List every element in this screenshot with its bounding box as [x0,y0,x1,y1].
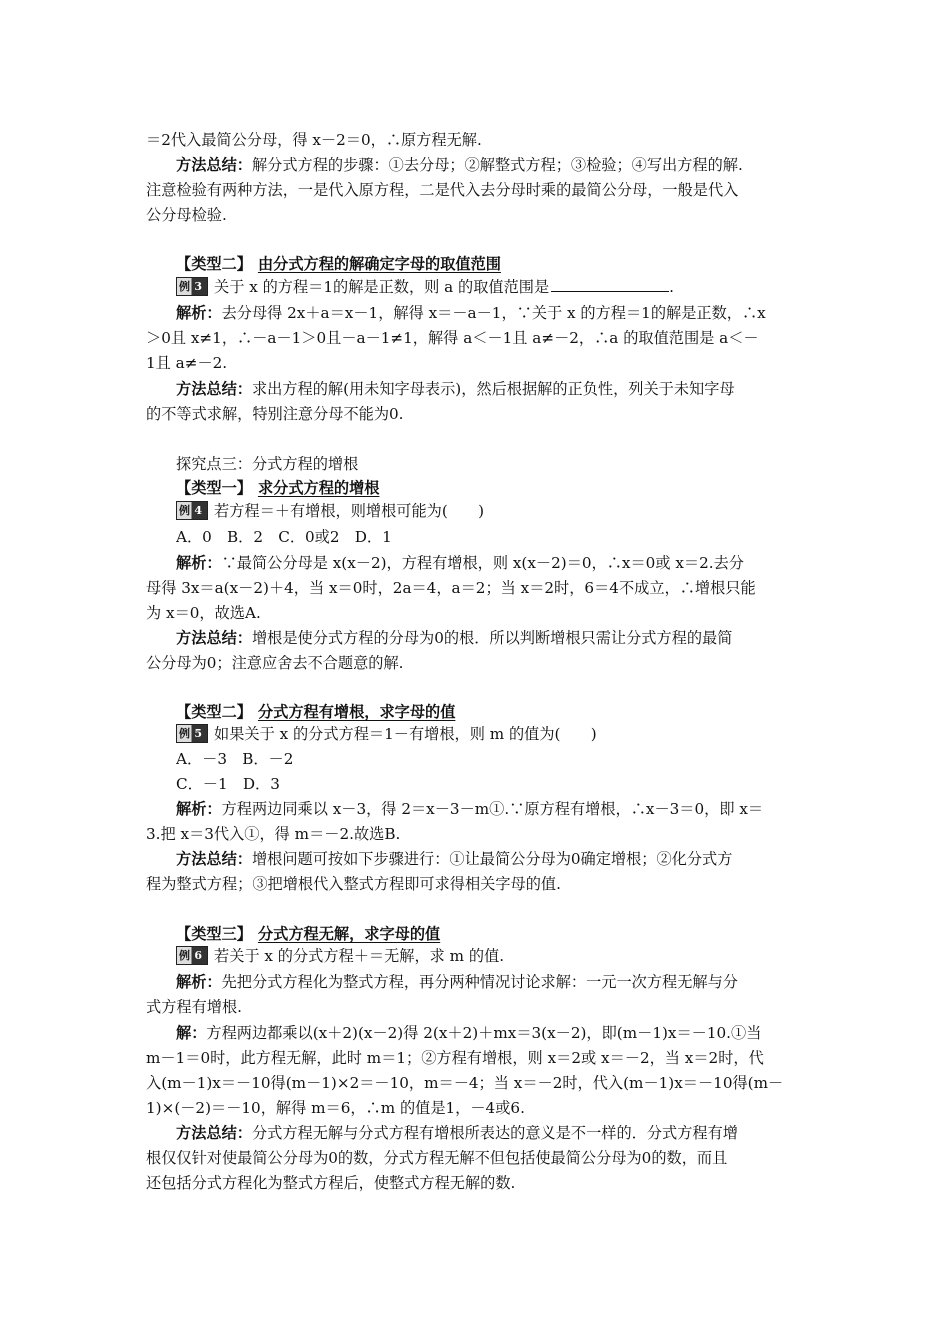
answer-blank [551,277,669,292]
text-line: 注意检验有两种方法，一是代入原方程，二是代入去分母时乘的最简公分母，一般是代入 [146,181,739,199]
text-line: m－1＝0时，此方程无解，此时 m＝1；②方程有增根，则 x＝2或 x＝－2，当 x＝2时，代 [146,1049,764,1067]
section-heading: 【类型三】 分式方程无解，求字母的值 [176,925,441,943]
text-line: 1)×(－2)＝－10，解得 m＝6，∴m 的值是1，－4或6. [146,1099,525,1117]
text-line: 式方程有增根. [146,998,242,1016]
example-badge-icon: 例 4 [176,501,208,520]
example-question: 例 6 若关于 x 的分式方程＋＝无解，求 m 的值. [176,945,826,967]
text-line: 3.把 x＝3代入①，得 m＝－2.故选B. [146,825,401,843]
example-badge-icon: 例 5 [176,724,208,743]
answer-options: C．－1 D．3 [176,775,280,793]
text-line: 还包括分式方程化为整式方程后，使整式方程无解的数. [146,1174,516,1192]
example-badge-icon: 例 3 [176,277,208,296]
analysis-line: 解析：先把分式方程化为整式方程，再分两种情况讨论求解：一元一次方程无解与分 [176,973,738,991]
example-question: 例 5 如果关于 x 的分式方程＝1－有增根，则 m 的值为( ) [176,723,826,745]
method-summary: 方法总结：解分式方程的步骤：①去分母；②解整式方程；③检验；④写出方程的解. [176,156,743,174]
example-badge-icon: 例 6 [176,946,208,965]
text-line: 的不等式求解，特别注意分母不能为0. [146,405,404,423]
method-summary: 方法总结：分式方程无解与分式方程有增根所表达的意义是不一样的．分式方程有增 [176,1124,738,1142]
text-line: 1且 a≠－2. [146,354,228,372]
subsection-title: 探究点三：分式方程的增根 [176,455,359,473]
method-summary: 方法总结：增根问题可按如下步骤进行：①让最简公分母为0确定增根；②化分式方 [176,850,733,868]
section-heading: 【类型二】 由分式方程的解确定字母的取值范围 [176,255,501,273]
text-line: ＞0且 x≠1，∴－a－1＞0且－a－1≠1，解得 a＜－1且 a≠－2，∴a 的取值范围是 a＜－ [146,329,759,347]
text-line: 为 x＝0，故选A. [146,604,261,622]
analysis-line: 解析：方程两边同乘以 x－3，得 2＝x－3－m①.∵原方程有增根，∴x－3＝0，即 x＝ [176,800,764,818]
text-line: 入(m－1)x＝－10得(m－1)×2＝－10，m＝－4；当 x＝－2时，代入(m－1)x＝－10得(m－ [146,1074,784,1092]
answer-options: A．0 B．2 C．0或2 D．1 [176,528,392,546]
method-summary: 方法总结：求出方程的解(用未知字母表示)，然后根据解的正负性，列关于未知字母 [176,380,735,398]
text-line: 母得 3x＝a(x－2)＋4，当 x＝0时，2a＝4，a＝2；当 x＝2时，6＝4不成立，∴增根只能 [146,579,756,597]
answer-options: A．－3 B．－2 [176,750,294,768]
method-summary: 方法总结：增根是使分式方程的分母为0的根．所以判断增根只需让分式方程的最简 [176,629,733,647]
text-line: 根仅仅针对使最简公分母为0的数，分式方程无解不但包括使最简公分母为0的数，而且 [146,1149,728,1167]
solution-line: 解：方程两边都乘以(x＋2)(x－2)得 2(x＋2)＋mx＝3(x－2)，即(m－1)x＝－10.①当 [176,1024,762,1042]
analysis-line: 解析：∵最简公分母是 x(x－2)，方程有增根，则 x(x－2)＝0，∴x＝0或 x＝2.去分 [176,554,744,572]
text-line: 公分母为0；注意应舍去不合题意的解. [146,654,404,672]
text-line: 程为整式方程；③把增根代入整式方程即可求得相关字母的值. [146,875,561,893]
text-line: 公分母检验. [146,206,227,224]
section-heading: 【类型一】 求分式方程的增根 [176,479,380,497]
text-line: ＝2代入最简公分母，得 x－2＝0，∴原方程无解. [146,131,482,149]
analysis-line: 解析：去分母得 2x＋a＝x－1，解得 x＝－a－1，∵关于 x 的方程＝1的解是正数，∴x [176,304,766,322]
section-heading: 【类型二】 分式方程有增根，求字母的值 [176,703,456,721]
example-question: 例 4 若方程＝＋有增根，则增根可能为( ) [176,500,826,522]
example-question: 例 3 关于 x 的方程＝1的解是正数，则 a 的取值范围是 . [176,276,826,298]
